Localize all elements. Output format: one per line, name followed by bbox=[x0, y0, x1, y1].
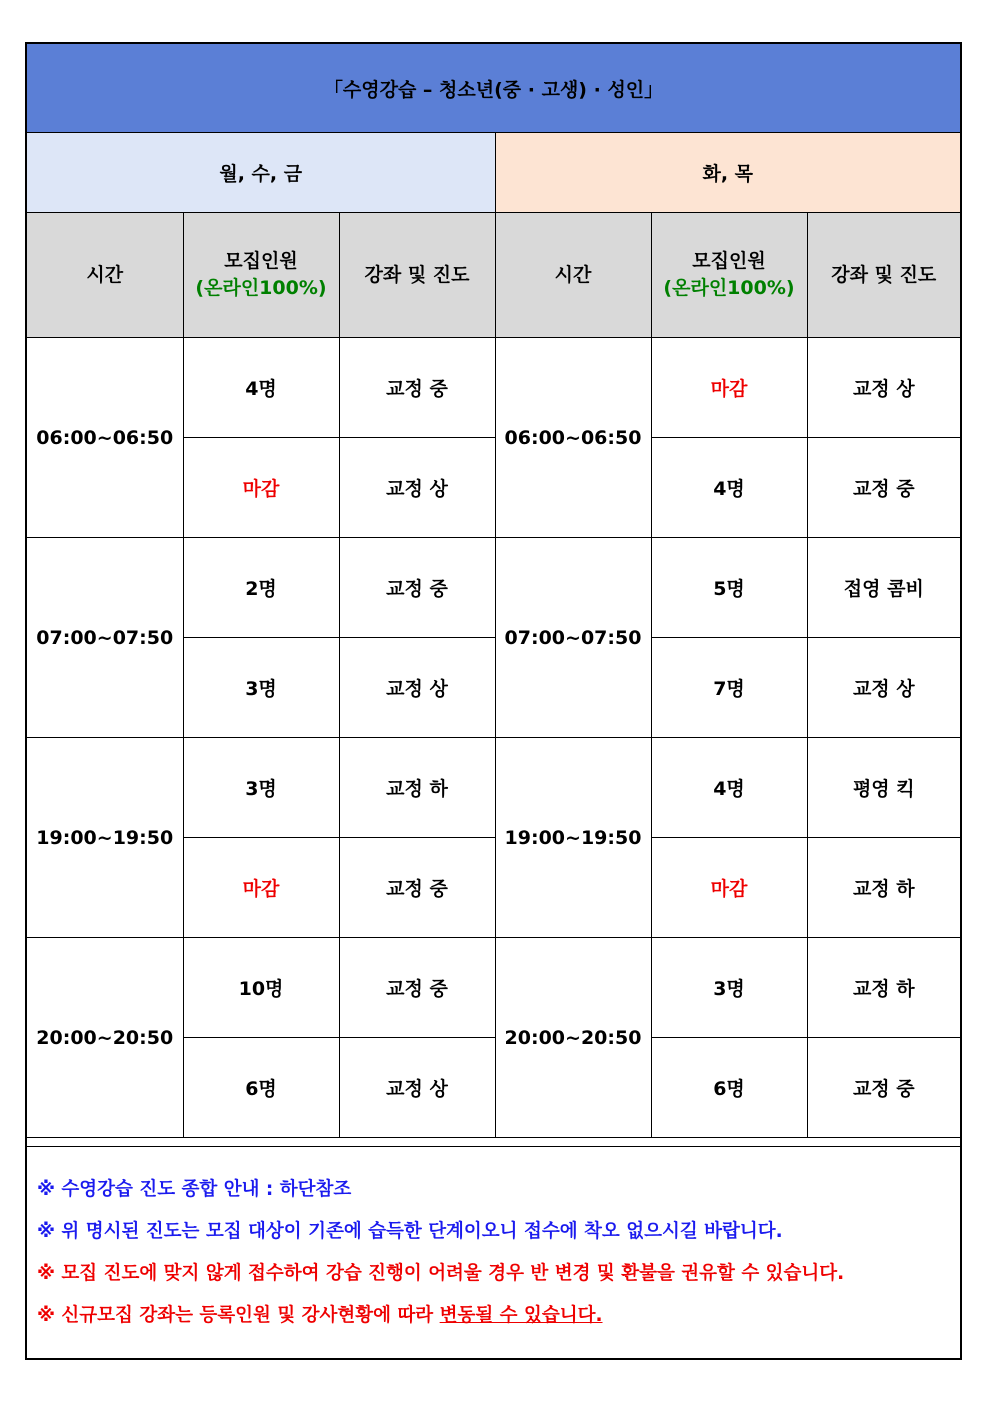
time-cell-right: 07:00~07:50 bbox=[495, 538, 651, 738]
table-row bbox=[27, 738, 960, 838]
table-row bbox=[27, 938, 960, 1038]
capacity-cell: 마감 bbox=[183, 838, 339, 938]
days-mon-wed-fri: 월, 수, 금 bbox=[27, 133, 495, 213]
table-row bbox=[27, 538, 960, 638]
course-cell: 교정 상 bbox=[339, 438, 495, 538]
notes-section bbox=[27, 1146, 960, 1358]
capacity-cell: 마감 bbox=[651, 338, 807, 438]
note-1: ※ 수영강습 진도 종합 안내 : 하단참조 bbox=[37, 1179, 352, 1200]
time-cell-left: 07:00~07:50 bbox=[27, 538, 183, 738]
time-cell-right: 19:00~19:50 bbox=[495, 738, 651, 938]
capacity-cell: 마감 bbox=[651, 838, 807, 938]
capacity-cell: 마감 bbox=[183, 438, 339, 538]
note-4-underlined: 변동될 수 있습니다. bbox=[439, 1305, 603, 1326]
days-tue-thu: 화, 목 bbox=[495, 133, 960, 213]
column-header-row bbox=[27, 213, 960, 338]
capacity-cell: 4명 bbox=[651, 738, 807, 838]
note-4-text: ※ 신규모집 강좌는 등록인원 및 강사현황에 따라 bbox=[37, 1305, 440, 1326]
time-cell-left: 06:00~06:50 bbox=[27, 338, 183, 538]
course-cell: 교정 중 bbox=[339, 338, 495, 438]
course-cell: 교정 중 bbox=[339, 538, 495, 638]
header-capacity-label: 모집인원 bbox=[692, 250, 766, 272]
course-cell: 교정 상 bbox=[339, 638, 495, 738]
header-capacity-right bbox=[651, 213, 807, 338]
schedule-frame bbox=[25, 42, 962, 1360]
note-4 bbox=[37, 1303, 960, 1345]
header-course-left: 강좌 및 진도 bbox=[339, 213, 495, 338]
schedule-table bbox=[27, 44, 960, 1138]
capacity-cell: 3명 bbox=[183, 738, 339, 838]
course-cell: 교정 중 bbox=[339, 938, 495, 1038]
time-cell-left: 19:00~19:50 bbox=[27, 738, 183, 938]
capacity-cell: 10명 bbox=[183, 938, 339, 1038]
capacity-cell: 3명 bbox=[651, 938, 807, 1038]
course-cell: 교정 상 bbox=[807, 638, 960, 738]
capacity-cell: 6명 bbox=[183, 1038, 339, 1138]
capacity-cell: 4명 bbox=[183, 338, 339, 438]
table-row bbox=[27, 338, 960, 438]
header-time-left: 시간 bbox=[27, 213, 183, 338]
capacity-cell: 6명 bbox=[651, 1038, 807, 1138]
course-cell: 교정 상 bbox=[807, 338, 960, 438]
course-cell: 교정 하 bbox=[807, 838, 960, 938]
course-cell: 교정 중 bbox=[339, 838, 495, 938]
note-3: ※ 모집 진도에 맞지 않게 접수하여 강습 진행이 어려울 경우 반 변경 및 환불을 권유할 수 있습니다. bbox=[37, 1263, 845, 1284]
capacity-cell: 3명 bbox=[183, 638, 339, 738]
header-capacity-left bbox=[183, 213, 339, 338]
capacity-cell: 4명 bbox=[651, 438, 807, 538]
capacity-cell: 7명 bbox=[651, 638, 807, 738]
course-cell: 교정 상 bbox=[339, 1038, 495, 1138]
note-2: ※ 위 명시된 진도는 모집 대상이 기존에 습득한 단계이오니 접수에 착오 없으시길 바랍니다. bbox=[37, 1221, 783, 1242]
capacity-cell: 2명 bbox=[183, 538, 339, 638]
course-cell: 접영 콤비 bbox=[807, 538, 960, 638]
time-cell-right: 06:00~06:50 bbox=[495, 338, 651, 538]
course-cell: 교정 중 bbox=[807, 438, 960, 538]
page-title: 「수영강습 – 청소년(중 · 고생) · 성인」 bbox=[27, 44, 960, 133]
course-cell: 교정 중 bbox=[807, 1038, 960, 1138]
header-capacity-label: 모집인원 bbox=[224, 250, 298, 272]
course-cell: 평영 킥 bbox=[807, 738, 960, 838]
capacity-cell: 5명 bbox=[651, 538, 807, 638]
time-cell-left: 20:00~20:50 bbox=[27, 938, 183, 1138]
course-cell: 교정 하 bbox=[807, 938, 960, 1038]
time-cell-right: 20:00~20:50 bbox=[495, 938, 651, 1138]
header-online-note: (온라인100%) bbox=[195, 277, 327, 299]
header-online-note: (온라인100%) bbox=[663, 277, 795, 299]
header-course-right: 강좌 및 진도 bbox=[807, 213, 960, 338]
course-cell: 교정 하 bbox=[339, 738, 495, 838]
header-time-right: 시간 bbox=[495, 213, 651, 338]
